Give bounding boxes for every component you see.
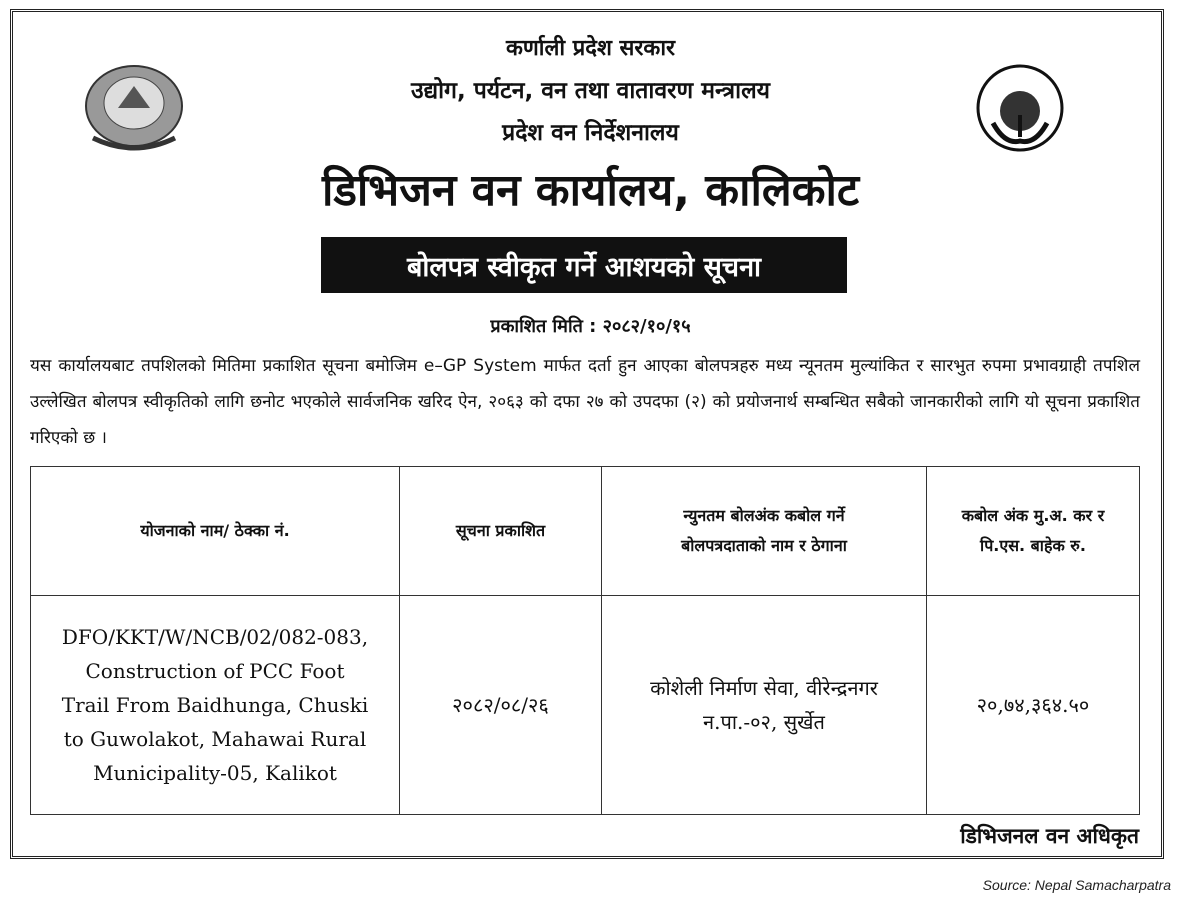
ministry-name: उद्योग, पर्यटन, वन तथा वातावरण मन्त्रालय	[410, 78, 771, 104]
table-row	[31, 596, 1140, 815]
signature: डिभिजनल वन अधिकृत	[960, 824, 1139, 848]
header-published: सूचना प्रकाशित	[400, 467, 602, 596]
published-date: प्रकाशित मिति : २०८२/१०/१५	[490, 316, 691, 337]
table-header-row	[31, 467, 1140, 596]
header-bidder: न्युनतम बोलअंक कबोल गर्ने बोलपत्रदाताको नाम र ठेगाना	[602, 467, 927, 596]
province-government: कर्णाली प्रदेश सरकार	[505, 36, 676, 61]
header-amount: कबोल अंक मु.अ. कर र पि.एस. बाहेक रु.	[927, 467, 1140, 596]
notice-body: यस कार्यालयबाट तपशिलको मितिमा प्रकाशित सूचना बमोजिम e–GP System मार्फत दर्ता हुन आएका बोलपत्रहरु मध्य न्यूनतम मुल्यांकित र सारभुत रुपमा प्रभावग्राही तपशिल उल्लेखित बोलपत्र स्वीकृतिको लागि छनोट भएकोले सार्वजनिक खरिद ऐन, २०६३ को दफा २७ को उपदफा (२) को प्रयोजनार्थ सम्बन्धित सबैको जानकारीको लागि यो सूचना प्रकाशित गरिएको छ ।	[30, 356, 1140, 448]
bidder-cell: कोशेली निर्माण सेवा, वीरेन्द्रनगर न.पा.-०२, सुर्खेत	[602, 596, 927, 815]
amount-cell: २०,७४,३६४.५०	[927, 596, 1140, 815]
source-credit: Source: Nepal Samacharpatra	[982, 877, 1171, 893]
header-project: योजनाको नाम/ ठेक्का नं.	[31, 467, 400, 596]
notice-title: बोलपत्र स्वीकृत गर्ने आशयको सूचना	[321, 237, 847, 293]
award-table	[30, 466, 1140, 815]
published-cell: २०८२/०८/२६	[400, 596, 602, 815]
directorate-name: प्रदेश वन निर्देशनालय	[502, 120, 679, 146]
office-name: डिभिजन वन कार्यालय, कालिकोट	[321, 165, 860, 216]
project-cell: DFO/KKT/W/NCB/02/082-083, Construction of PCC Foot Trail From Baidhunga, Chuski to Guwolakot, Mahawai Rural Municipality-05, Kalikot	[31, 596, 400, 815]
